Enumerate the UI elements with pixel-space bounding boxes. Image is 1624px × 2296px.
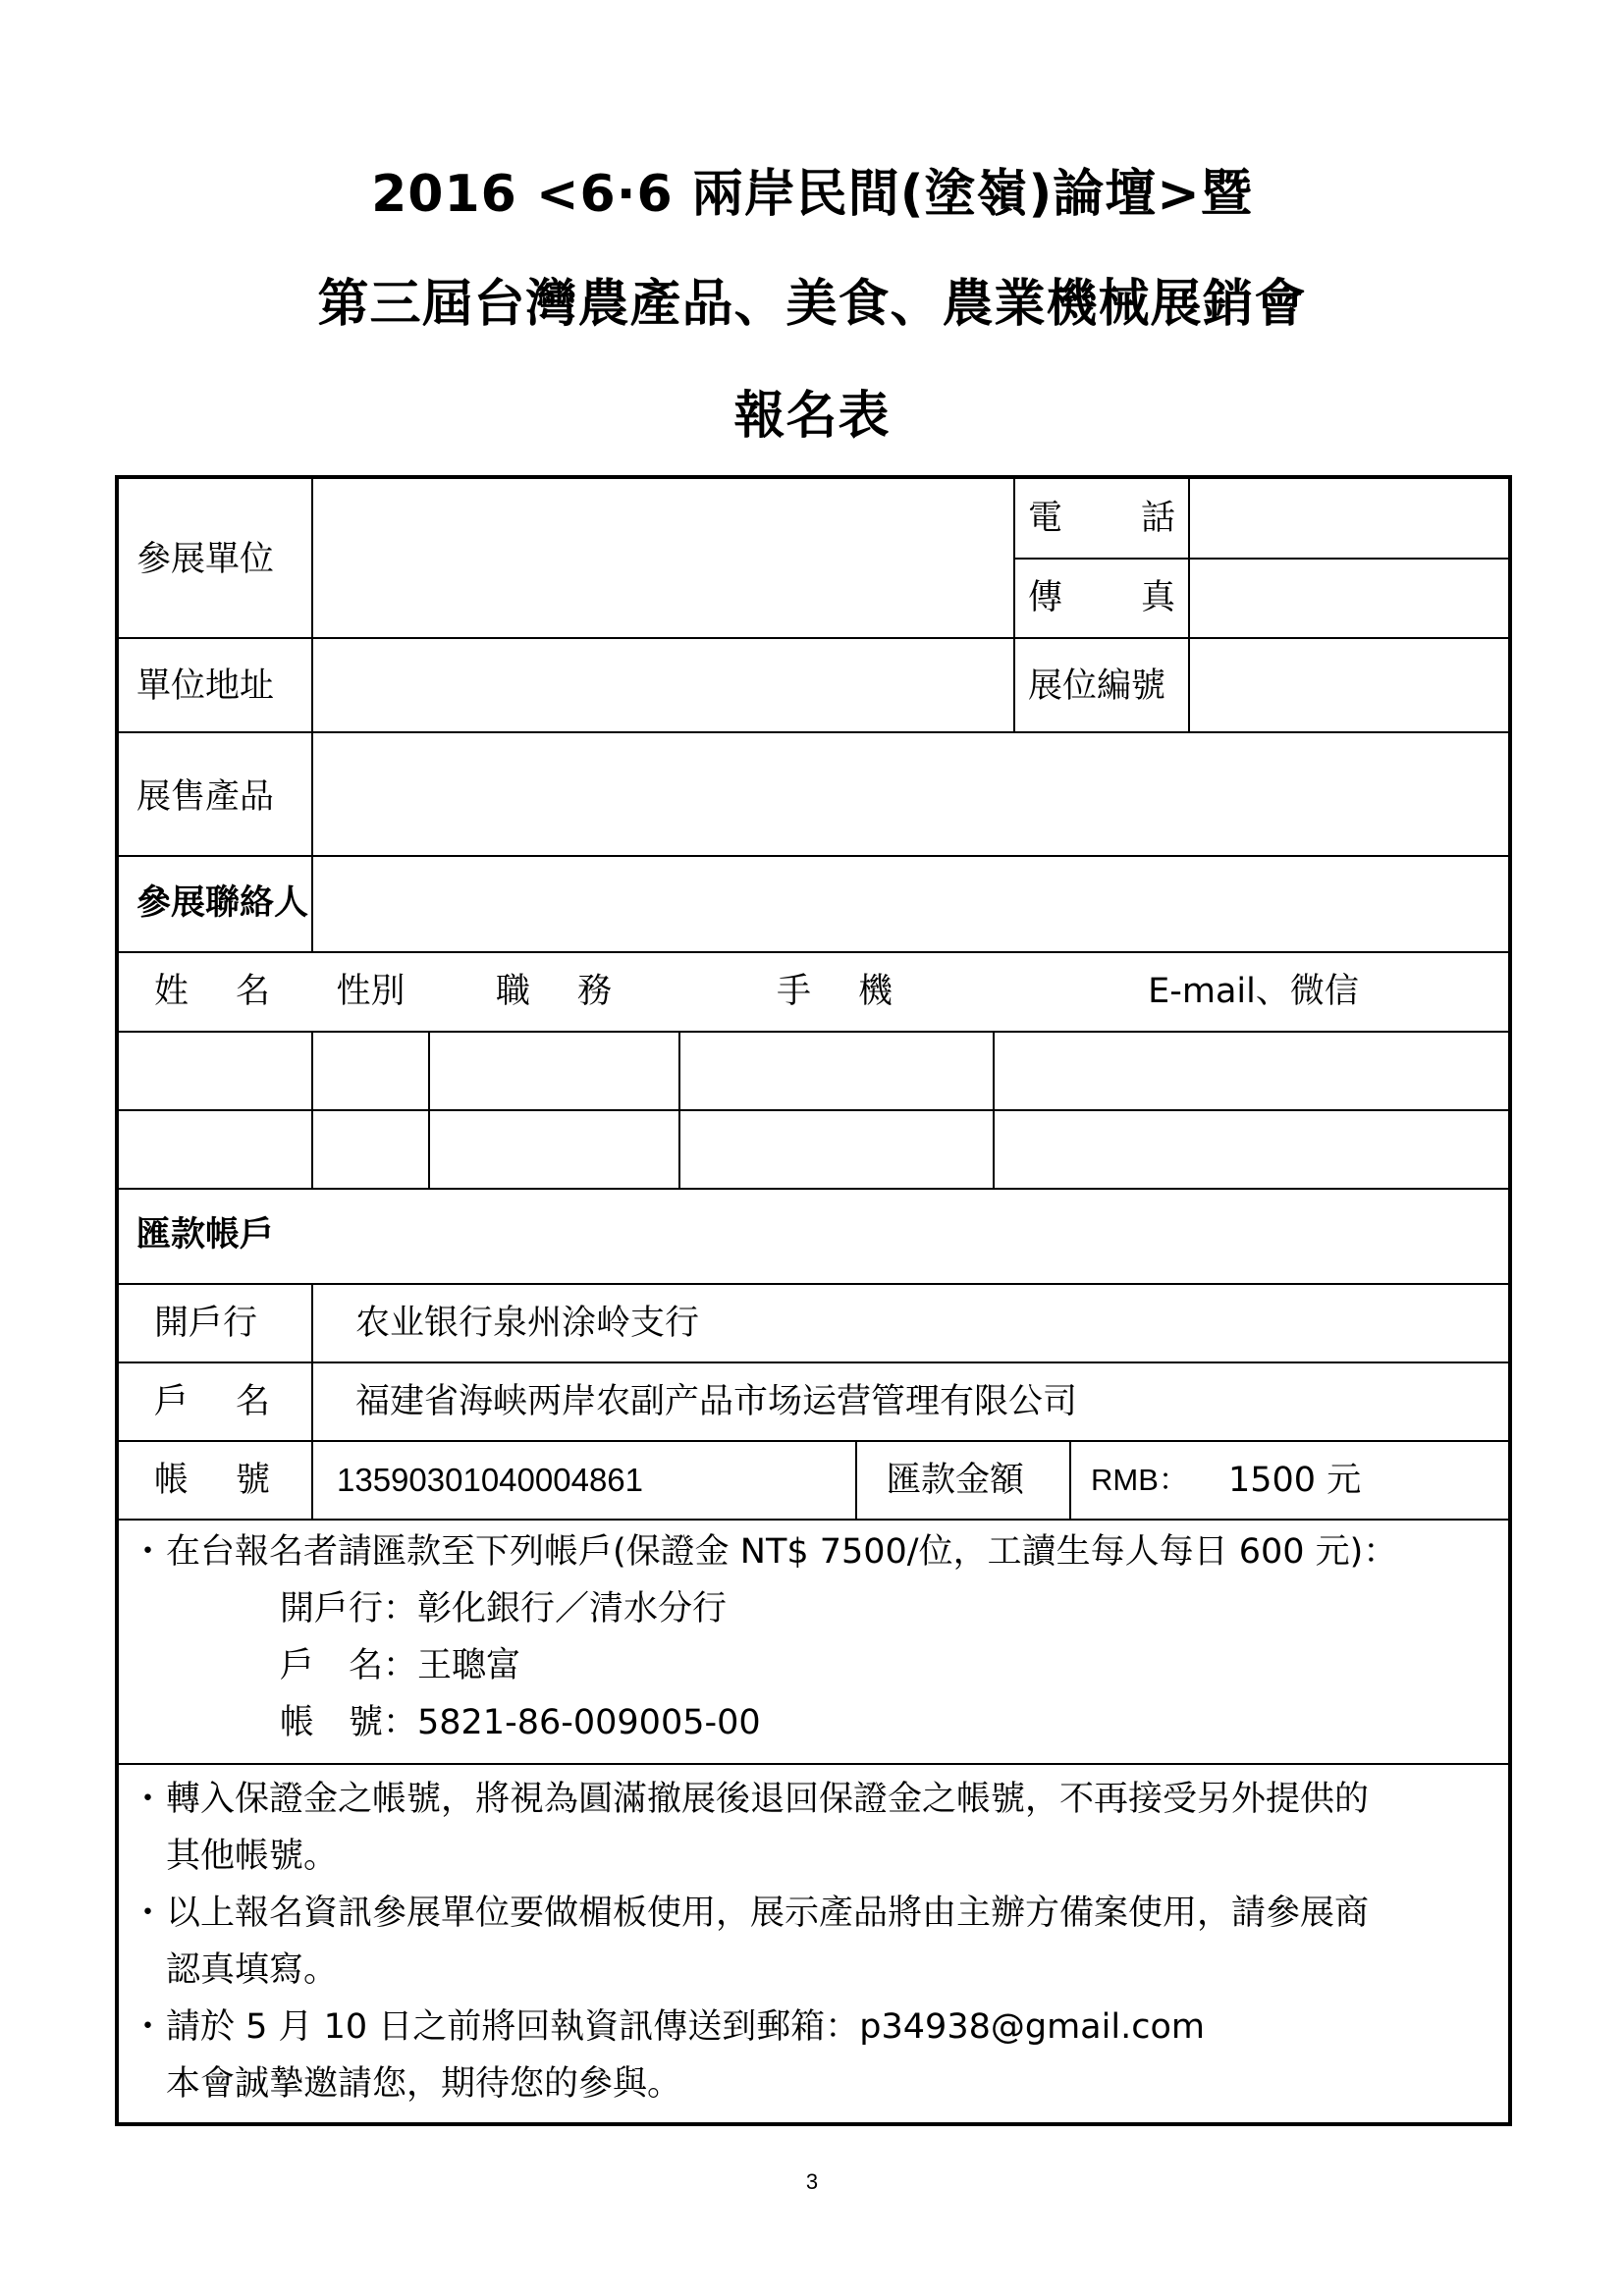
account-name-value: 福建省海峡两岸农副产品市场运营管理有限公司 xyxy=(355,1382,1078,1421)
taiwan-account-number: 帳 號：5821-86-009005-00 xyxy=(280,1703,761,1742)
form-title: 報名表 xyxy=(733,387,891,446)
divider xyxy=(311,1283,313,1521)
account-number-value: 13590301040004861 xyxy=(337,1462,644,1498)
label-char: 名 xyxy=(235,1382,270,1421)
fax-label xyxy=(1028,576,1175,619)
exhibitor-label: 參展單位 xyxy=(136,540,275,579)
label-char: 號 xyxy=(235,1461,270,1500)
note-3-cont: 本會誠摯邀請您，期待您的參與。 xyxy=(166,2064,682,2104)
divider xyxy=(855,1440,857,1521)
note-1-text: 轉入保證金之帳號，將視為圓滿撤展後退回保證金之帳號，不再接受另外提供的 xyxy=(166,1780,1370,1819)
bank-label: 開戶行 xyxy=(154,1304,258,1343)
header-char: 機 xyxy=(857,972,893,1011)
divider xyxy=(119,1440,1512,1442)
divider xyxy=(1188,479,1190,733)
contact-header-name xyxy=(154,970,270,1013)
divider xyxy=(119,951,1512,953)
taiwan-note xyxy=(131,1523,1397,1580)
note-1 xyxy=(131,1771,1369,1828)
header-char: 職 xyxy=(496,972,531,1011)
divider xyxy=(119,1362,1512,1363)
fax-label-char: 傳 xyxy=(1028,578,1063,617)
contact-header-gender: 性別 xyxy=(336,972,406,1011)
note-3 xyxy=(131,1999,1205,2056)
label-char: 戶 xyxy=(154,1382,189,1421)
note-1-cont: 其他帳號。 xyxy=(166,1837,339,1876)
note-2-cont: 認真填寫。 xyxy=(166,1950,339,1990)
bullet: ・ xyxy=(131,2007,166,2047)
divider xyxy=(119,1188,1512,1190)
bullet: ・ xyxy=(131,1894,166,1933)
phone-label-char: 話 xyxy=(1140,499,1175,538)
divider xyxy=(119,1109,1512,1111)
registration-form xyxy=(115,475,1512,2126)
taiwan-account-name: 戶 名：王聰富 xyxy=(280,1646,521,1685)
account-name-label xyxy=(154,1380,270,1423)
amount-currency: RMB： xyxy=(1091,1463,1189,1497)
address-label: 單位地址 xyxy=(136,667,275,706)
header-char: 手 xyxy=(777,972,812,1011)
taiwan-bank: 開戶行：彰化銀行／清水分行 xyxy=(280,1589,728,1629)
title-line-2: 第三屆台灣農產品、美食、農業機械展銷會 xyxy=(317,275,1307,334)
contact-header-email: E-mail、微信 xyxy=(1148,972,1359,1011)
note-3-text: 請於 5 月 10 日之前將回執資訊傳送到郵箱：p34938@gmail.com xyxy=(166,2007,1205,2047)
bank-value: 农业银行泉州涂岭支行 xyxy=(355,1304,700,1343)
header-char: 名 xyxy=(235,972,270,1011)
contact-header-position xyxy=(496,970,612,1013)
divider xyxy=(119,1519,1512,1521)
divider xyxy=(119,1763,1512,1765)
divider xyxy=(311,1031,313,1190)
divider xyxy=(119,731,1512,733)
phone-label-char: 電 xyxy=(1028,499,1063,538)
remittance-section-heading: 匯款帳戶 xyxy=(136,1215,275,1255)
divider xyxy=(119,1031,1512,1033)
taiwan-note-text: 在台報名者請匯款至下列帳戶(保證金 NT$ 7500/位，工讀生每人每日 600 元)： xyxy=(166,1532,1398,1572)
label-char: 帳 xyxy=(154,1461,189,1500)
divider xyxy=(428,1031,430,1190)
account-number-label xyxy=(154,1459,270,1502)
contact-section-heading: 參展聯絡人 xyxy=(136,883,309,923)
title-line-1: 2016 <6·6 兩岸民間(塗嶺)論壇>暨 xyxy=(371,165,1253,224)
fax-label-char: 真 xyxy=(1140,578,1175,617)
divider xyxy=(1069,1440,1071,1521)
note-2-text: 以上報名資訊參展單位要做楣板使用，展示產品將由主辦方備案使用，請參展商 xyxy=(166,1894,1370,1933)
header-char: 姓 xyxy=(154,972,189,1011)
booth-number-label: 展位編號 xyxy=(1028,667,1166,706)
amount-label: 匯款金額 xyxy=(887,1461,1025,1500)
phone-label xyxy=(1028,497,1175,540)
divider xyxy=(1013,558,1512,560)
divider xyxy=(119,855,1512,857)
header-char: 務 xyxy=(576,972,612,1011)
products-label: 展售產品 xyxy=(136,777,275,817)
contact-header-mobile xyxy=(777,970,893,1013)
amount-value: 1500 元 xyxy=(1228,1461,1362,1500)
divider xyxy=(993,1031,995,1190)
note-2 xyxy=(131,1885,1369,1942)
divider xyxy=(678,1031,680,1190)
divider xyxy=(119,1283,1512,1285)
bullet: ・ xyxy=(131,1532,166,1572)
divider xyxy=(119,637,1512,639)
page-number: 3 xyxy=(805,2169,819,2194)
divider xyxy=(311,479,313,953)
divider xyxy=(1013,479,1015,733)
bullet: ・ xyxy=(131,1780,166,1819)
